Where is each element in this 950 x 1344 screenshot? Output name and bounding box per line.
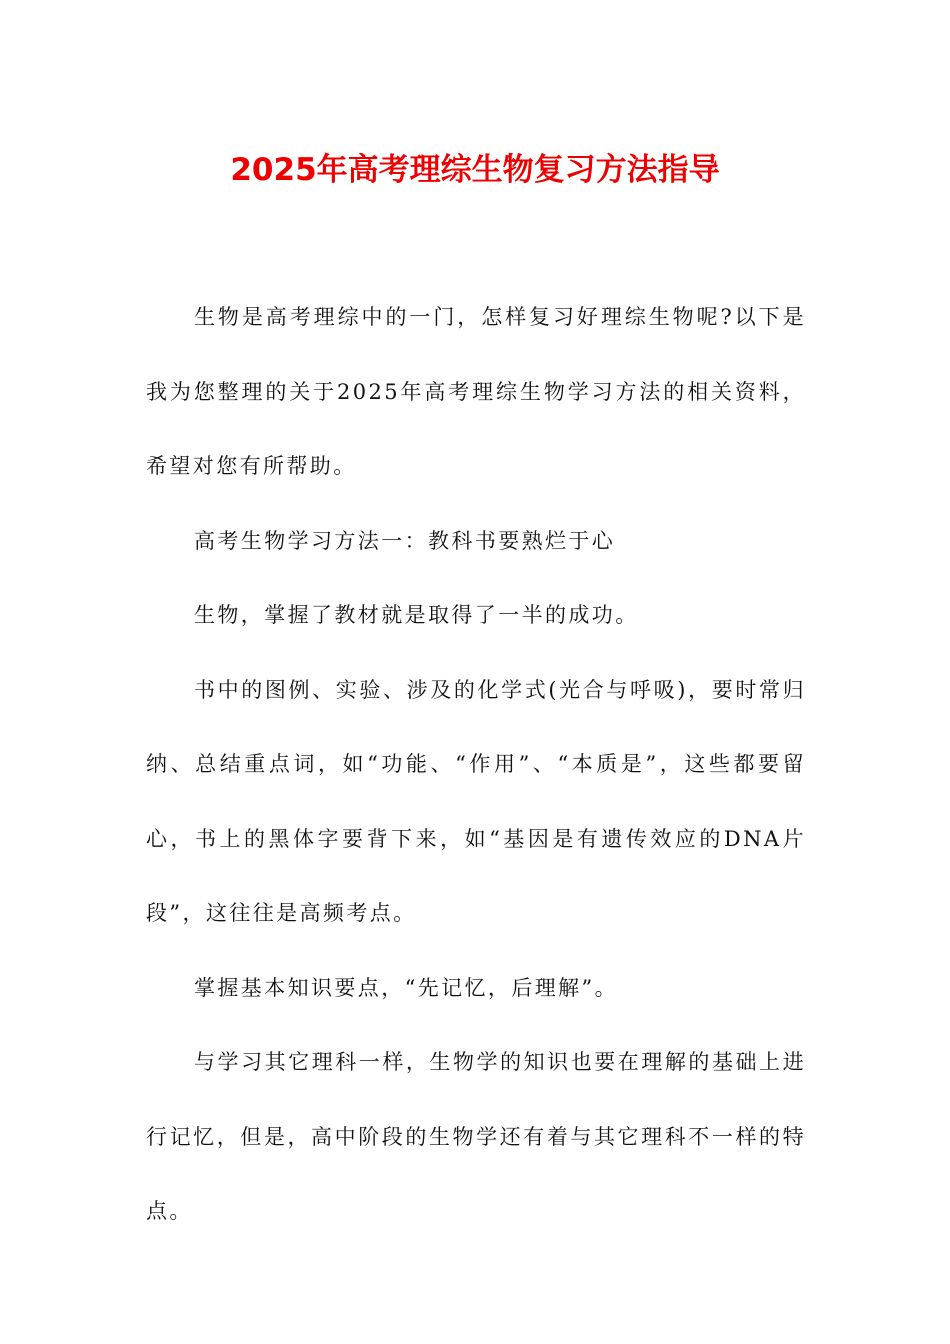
document-title: 2025年高考理综生物复习方法指导 [230, 152, 720, 188]
paragraph-diagrams: 书中的图例、实验、涉及的化学式(光合与呼吸)，要时常归纳、总结重点词，如“功能、“作用”、“本质是”，这些都要留心，书上的黑体字要背下来，如“基因是有遗传效应的DNA片段”，这往往是高频考点。 [146, 677, 806, 925]
paragraph-intro: 生物是高考理综中的一门，怎样复习好理综生物呢?以下是我为您整理的关于2025年高考理综生物学习方法的相关资料，希望对您有所帮助。 [146, 305, 806, 478]
paragraph-understanding: 与学习其它理科一样，生物学的知识也要在理解的基础上进行记忆，但是，高中阶段的生物学还有着与其它理科不一样的特点。 [146, 1050, 806, 1223]
paragraph-memorize: 掌握基本知识要点，“先记忆，后理解”。 [194, 975, 619, 1000]
document-body [146, 280, 806, 1249]
paragraph-textbook: 生物，掌握了教材就是取得了一半的成功。 [194, 603, 639, 627]
paragraph-method-heading: 高考生物学习方法一：教科书要熟烂于心 [194, 528, 616, 553]
